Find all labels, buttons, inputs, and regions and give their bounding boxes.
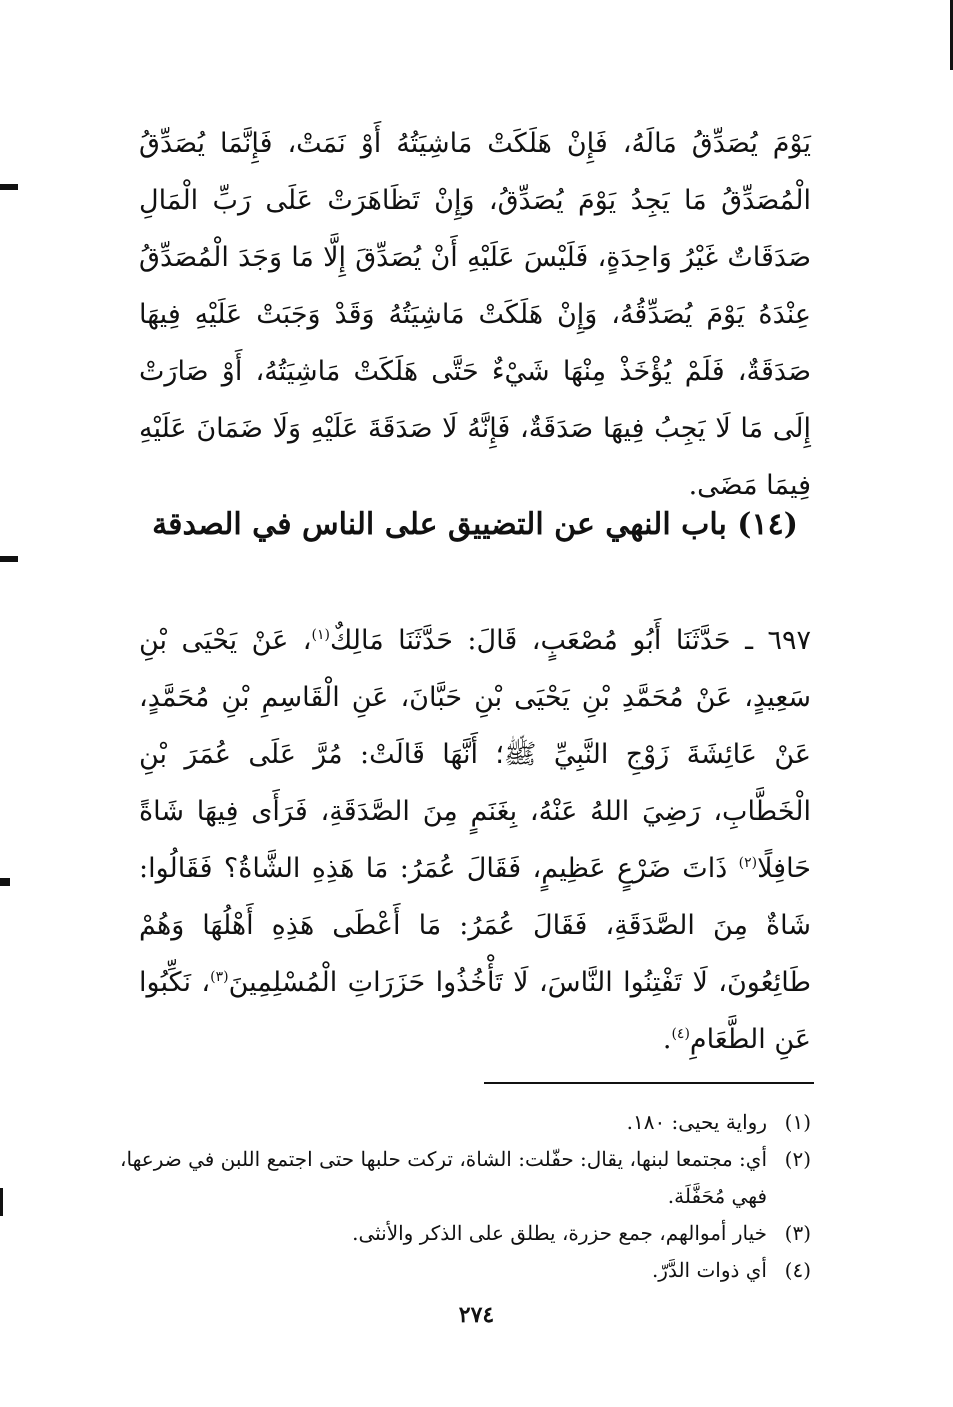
footnote-text: خيار أموالهم، جمع حزرة، يطلق على الذكر والأنثى.: [352, 1221, 767, 1245]
hadith-text-segment: ذَاتَ ضَرْعٍ عَظِيمٍ، فَقَالَ عُمَرُ: مَا هَذِهِ الشَّاةُ؟ فَقَالُوا: شَاةٌ مِنَ الصَّدَقَةِ، فَقَالَ عُمَرُ: مَا أَعْطَى هَذِهِ أَهْلُهَا وَهُمْ طَائِعُونَ، لَا تَفْتِنُوا النَّاسَ، لَا تَأْخُذُوا حَزَرَاتِ الْمُسْلِمِينَ: [139, 853, 811, 998]
hadith-text-segment: .: [662, 1024, 672, 1055]
footnote-item: [111, 1104, 811, 1141]
footnote-text: رواية يحيى: ١٨٠.: [626, 1110, 767, 1134]
footnote-item: [111, 1252, 811, 1289]
footnote-ref-3: (٣): [210, 969, 229, 985]
section-heading: (١٤) باب النهي عن التضييق على الناس في الصدقة: [152, 507, 798, 542]
footnote-number: (١): [784, 1110, 811, 1134]
hadith-text-segment: ، عَنْ يَحْيَى بْنِ سَعِيدٍ، عَنْ مُحَمَّدِ بْنِ يَحْيَى بْنِ حَبَّانَ، عَنِ الْقَاسِمِ بْنِ مُحَمَّدٍ، عَنْ عَائِشَةَ زَوْجِ النَّبِيِّ ﷺ؛ أَنَّهَا قَالَتْ: مُرَّ عَلَى عُمَرَ بْنِ الْخَطَّابِ، رَضِيَ اللهُ عَنْهُ، بِغَنَمٍ مِنَ الصَّدَقَةِ، فَرَأَى فِيهَا شَاةً حَافِلًا: [139, 625, 811, 884]
footnote-text: أي ذوات الدَّرّ.: [651, 1258, 767, 1282]
scan-edge-mark: [0, 556, 18, 562]
footnotes: [111, 1104, 811, 1289]
scan-edge-mark: [0, 878, 10, 886]
footnote-ref-1: (١): [311, 627, 330, 643]
scan-edge-mark: [0, 1188, 3, 1216]
footnote-ref-2: (٢): [738, 855, 758, 871]
page-number: ٢٧٤: [458, 1302, 495, 1328]
footnote-item: [111, 1215, 811, 1252]
footnote-item: [111, 1141, 811, 1215]
hadith-text-segment: ٦٩٧ ـ حَدَّثَنَا أَبُو مُصْعَبٍ، قَالَ: حَدَّثَنَا مَالِكٌ: [330, 625, 811, 656]
hadith-paragraph: [139, 612, 811, 1068]
hadith-text-segment: ، نَكِّبُوا عَنِ الطَّعَامِ: [139, 967, 811, 1055]
body-paragraph-continued: يَوْمَ يُصَدِّقُ مَالَهُ، فَإِنْ هَلَكَتْ مَاشِيَتُهُ أَوْ نَمَتْ، فَإِنَّمَا يُصَدِّقُ الْمُصَدِّقُ مَا يَجِدُ يَوْمَ يُصَدِّقُ، وَإِنْ تَظَاهَرَتْ عَلَى رَبِّ الْمَالِ صَدَقَاتٌ غَيْرُ وَاحِدَةٍ، فَلَيْسَ عَلَيْهِ أَنْ يُصَدِّقَ إِلَّا مَا وَجَدَ الْمُصَدِّقُ عِنْدَهُ يَوْمَ يُصَدِّقُهُ، وَإِنْ هَلَكَتْ مَاشِيَتُهُ وَقَدْ وَجَبَتْ عَلَيْهِ فِيهَا صَدَقَةٌ، فَلَمْ يُؤْخَذْ مِنْهَا شَيْءٌ حَتَّى هَلَكَتْ مَاشِيَتُهُ، أَوْ صَارَتْ إِلَى مَا لَا يَجِبُ فِيهَا صَدَقَةٌ، فَإِنَّهُ لَا صَدَقَةَ عَلَيْهِ وَلَا ضَمَانَ عَلَيْهِ فِيمَا مَضَى.: [139, 128, 811, 501]
footnote-separator: [484, 1082, 814, 1084]
footnote-number: (٣): [784, 1221, 811, 1245]
footnote-number: (٢): [784, 1147, 811, 1171]
scan-edge-mark: [0, 184, 18, 190]
footnote-number: (٤): [784, 1258, 811, 1282]
footnote-ref-4: (٤): [671, 1026, 690, 1042]
footnote-text: أي: مجتمعا لبنها، يقال: حفّلت: الشاة، تركت حلبها حتى اجتمع اللبن في ضرعها، فهي مُحَفَّلَة.: [120, 1147, 767, 1208]
